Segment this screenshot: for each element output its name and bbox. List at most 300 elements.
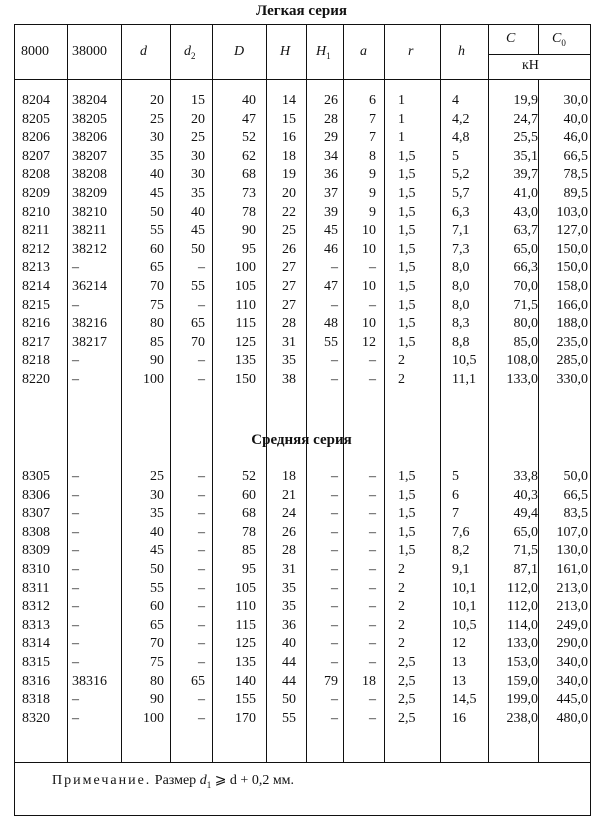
cell-d: 90 — [150, 692, 164, 708]
cell-d: 80 — [150, 673, 164, 689]
cell-d: 20 — [150, 93, 164, 108]
cell-s38000: 38217 — [72, 334, 107, 350]
cell-d2: – — [198, 297, 205, 313]
table-row — [0, 278, 603, 296]
cell-d: 65 — [150, 260, 164, 276]
cell-r: 2 — [398, 372, 405, 387]
cell-s8000: 8205 — [22, 111, 50, 127]
cell-H1: 34 — [324, 148, 338, 164]
cell-D: 47 — [242, 111, 256, 127]
cell-C0: 150,0 — [556, 260, 588, 276]
cell-d2: 45 — [191, 223, 205, 239]
cell-s38000: 38210 — [72, 204, 107, 220]
cell-d2: 40 — [191, 204, 205, 220]
footnote-sub: 1 — [206, 779, 212, 790]
table-row — [0, 654, 603, 672]
cell-h: 13 — [452, 673, 466, 689]
cell-C: 133,0 — [506, 372, 538, 387]
cell-s8000: 8305 — [22, 469, 50, 484]
cell-C: 24,7 — [513, 111, 538, 127]
header-d: d — [140, 44, 147, 59]
cell-d: 50 — [150, 562, 164, 577]
cell-H: 22 — [282, 204, 296, 220]
cell-H: 31 — [282, 334, 296, 350]
cell-s38000: – — [72, 260, 79, 276]
cell-a: – — [369, 506, 376, 522]
cell-r: 1,5 — [398, 524, 416, 540]
table-row — [0, 468, 603, 486]
table-row — [0, 204, 603, 222]
cell-s38000: – — [72, 599, 79, 615]
cell-C: 153,0 — [506, 655, 538, 670]
cell-C: 40,3 — [513, 487, 538, 503]
cell-d2: – — [198, 524, 205, 540]
header-H1: $H_1$ — [316, 44, 331, 61]
cell-D: 115 — [235, 316, 256, 332]
cell-r: 2 — [398, 599, 405, 615]
cell-h: 7 — [452, 506, 459, 522]
cell-r: 1,5 — [398, 469, 416, 484]
cell-h: 6,3 — [452, 204, 470, 220]
cell-a: – — [369, 543, 376, 559]
cell-C0: 188,0 — [556, 316, 588, 332]
cell-D: 135 — [235, 655, 256, 670]
cell-H: 26 — [282, 524, 296, 540]
col-rule-11-top — [538, 24, 539, 55]
cell-d2: 55 — [191, 279, 205, 294]
cell-d2: 15 — [191, 93, 205, 108]
cell-C: 65,0 — [513, 241, 538, 257]
cell-D: 78 — [242, 204, 256, 220]
cell-a: 9 — [369, 204, 376, 220]
cell-d2: 30 — [191, 148, 205, 164]
footnote-text-after: ⩾ d + 0,2 мм. — [211, 773, 295, 788]
cell-C: 35,1 — [513, 148, 538, 164]
table-row — [0, 185, 603, 203]
cell-r: 2,5 — [398, 710, 416, 726]
cell-d: 35 — [150, 148, 164, 164]
cell-d2: – — [198, 655, 205, 670]
cell-H: 40 — [282, 636, 296, 652]
table-row — [0, 673, 603, 691]
cell-H1: – — [331, 506, 338, 522]
cell-D: 40 — [242, 93, 256, 108]
table-row — [0, 166, 603, 184]
cell-s8000: 8215 — [22, 297, 50, 313]
cell-d2: – — [198, 562, 205, 577]
cell-d: 60 — [150, 599, 164, 615]
cell-H: 28 — [282, 316, 296, 332]
cell-D: 95 — [242, 562, 256, 577]
cell-C0: 150,0 — [556, 241, 588, 257]
cell-h: 7,1 — [452, 223, 470, 239]
cell-d: 90 — [150, 353, 164, 369]
cell-r: 1,5 — [398, 148, 416, 164]
cell-s8000: 8211 — [22, 223, 50, 239]
cell-C0: 249,0 — [556, 617, 588, 633]
cell-a: 10 — [362, 241, 376, 257]
cell-h: 8,2 — [452, 543, 470, 559]
cell-H1: – — [331, 543, 338, 559]
cell-C0: 480,0 — [556, 710, 588, 726]
cell-h: 4,2 — [452, 111, 470, 127]
cell-r: 1,5 — [398, 297, 416, 313]
cell-C: 25,5 — [513, 130, 538, 146]
cell-a: 7 — [369, 130, 376, 146]
cell-d: 70 — [150, 279, 164, 294]
cell-d: 25 — [150, 469, 164, 484]
cell-C0: 83,5 — [563, 506, 588, 522]
cell-C0: 103,0 — [556, 204, 588, 220]
cell-H: 18 — [282, 469, 296, 484]
cell-a: – — [369, 297, 376, 313]
cell-H: 31 — [282, 562, 296, 577]
cell-h: 14,5 — [452, 692, 477, 708]
footnote-var: d — [199, 773, 207, 788]
cell-H: 15 — [282, 111, 296, 127]
cell-H1: 79 — [324, 673, 338, 689]
cell-d: 65 — [150, 617, 164, 633]
cell-h: 7,6 — [452, 524, 470, 540]
cell-H1: – — [331, 636, 338, 652]
cell-h: 16 — [452, 710, 466, 726]
cell-H1: 46 — [324, 241, 338, 257]
cell-H: 35 — [282, 580, 296, 596]
cell-H1: – — [331, 562, 338, 577]
cell-H: 24 — [282, 506, 296, 522]
cell-D: 78 — [242, 524, 256, 540]
cell-a: – — [369, 580, 376, 596]
cell-s8000: 8316 — [22, 673, 50, 689]
cell-r: 2,5 — [398, 673, 416, 689]
cell-h: 10,1 — [452, 580, 477, 596]
cell-a: – — [369, 655, 376, 670]
cell-d2: – — [198, 543, 205, 559]
table-row — [0, 297, 603, 315]
cell-r: 1,5 — [398, 204, 416, 220]
cell-h: 5 — [452, 148, 459, 164]
header-unit: кН — [522, 58, 539, 73]
cell-r: 1,5 — [398, 260, 416, 276]
cell-H1: – — [331, 617, 338, 633]
cell-H: 21 — [282, 487, 296, 503]
cell-D: 110 — [235, 599, 256, 615]
table-row — [0, 129, 603, 147]
header-C0: $C_0$ — [552, 31, 566, 48]
cell-d: 100 — [143, 372, 164, 387]
cell-H1: – — [331, 260, 338, 276]
cell-H: 19 — [282, 167, 296, 183]
cell-s8000: 8313 — [22, 617, 50, 633]
cell-s8000: 8312 — [22, 599, 50, 615]
cell-s38000: 38316 — [72, 673, 107, 689]
cell-h: 8,3 — [452, 316, 470, 332]
header-H: H — [280, 44, 291, 59]
cell-s38000: 38206 — [72, 130, 107, 146]
table-row — [0, 352, 603, 370]
cell-C0: 46,0 — [563, 130, 588, 146]
cell-C0: 213,0 — [556, 599, 588, 615]
cell-s8000: 8315 — [22, 655, 50, 670]
cell-h: 5 — [452, 469, 459, 484]
cell-d2: – — [198, 487, 205, 503]
cell-D: 125 — [235, 334, 256, 350]
cell-d2: – — [198, 636, 205, 652]
cell-r: 2,5 — [398, 655, 416, 670]
cell-r: 1,5 — [398, 506, 416, 522]
cell-d: 45 — [150, 543, 164, 559]
header-a: a — [360, 44, 367, 59]
cell-D: 135 — [235, 353, 256, 369]
cell-s38000: – — [72, 353, 79, 369]
cell-r: 1 — [398, 130, 405, 146]
cell-s8000: 8216 — [22, 316, 50, 332]
cell-s38000: – — [72, 617, 79, 633]
table-row — [0, 148, 603, 166]
cell-C: 199,0 — [506, 692, 538, 708]
cell-s8000: 8311 — [22, 580, 50, 596]
table-row — [0, 222, 603, 240]
cell-H1: – — [331, 655, 338, 670]
cell-h: 8,0 — [452, 279, 470, 294]
cell-s8000: 8314 — [22, 636, 50, 652]
cell-H1: 37 — [324, 186, 338, 201]
cell-s8000: 8310 — [22, 562, 50, 577]
cell-C: 71,5 — [513, 543, 538, 559]
cell-r: 2 — [398, 636, 405, 652]
cell-s38000: – — [72, 372, 79, 387]
cell-C0: 78,5 — [563, 167, 588, 183]
cell-C: 65,0 — [513, 524, 538, 540]
cell-d: 85 — [150, 334, 164, 350]
cell-s8000: 8308 — [22, 524, 50, 540]
cell-C0: 127,0 — [556, 223, 588, 239]
header-r: r — [408, 44, 414, 59]
cell-d2: 70 — [191, 334, 205, 350]
cell-d: 100 — [143, 710, 164, 726]
cell-a: – — [369, 487, 376, 503]
cell-H: 27 — [282, 297, 296, 313]
table-row — [0, 92, 603, 110]
cell-h: 8,0 — [452, 297, 470, 313]
cell-D: 125 — [235, 636, 256, 652]
cell-d: 75 — [150, 655, 164, 670]
cell-H1: 55 — [324, 334, 338, 350]
cell-H1: – — [331, 469, 338, 484]
cell-a: 18 — [362, 673, 376, 689]
cell-D: 68 — [242, 167, 256, 183]
cell-r: 2 — [398, 562, 405, 577]
cell-D: 170 — [235, 710, 256, 726]
cell-h: 5,2 — [452, 167, 470, 183]
cell-H1: – — [331, 692, 338, 708]
cell-H1: 26 — [324, 93, 338, 108]
cell-s38000: 38212 — [72, 241, 107, 257]
cell-h: 10,5 — [452, 617, 477, 633]
cell-D: 105 — [235, 279, 256, 294]
table-row — [0, 617, 603, 635]
cell-s38000: – — [72, 655, 79, 670]
cell-s38000: – — [72, 636, 79, 652]
cell-D: 73 — [242, 186, 256, 201]
cell-s8000: 8214 — [22, 279, 50, 294]
cell-s38000: – — [72, 487, 79, 503]
cell-d2: – — [198, 710, 205, 726]
cell-h: 8,8 — [452, 334, 470, 350]
cell-s38000: – — [72, 524, 79, 540]
cell-C0: 50,0 — [563, 469, 588, 484]
cell-D: 68 — [242, 506, 256, 522]
cell-H1: – — [331, 710, 338, 726]
cell-H: 27 — [282, 260, 296, 276]
cell-s38000: 38211 — [72, 223, 107, 239]
cell-d2: – — [198, 260, 205, 276]
cell-r: 1,5 — [398, 316, 416, 332]
header-38000: 38000 — [72, 44, 107, 59]
cell-C: 33,8 — [513, 469, 538, 484]
cell-C: 66,3 — [513, 260, 538, 276]
cell-r: 2,5 — [398, 692, 416, 708]
cell-s38000: 38208 — [72, 167, 107, 183]
cell-s38000: 38205 — [72, 111, 107, 127]
cell-d2: 65 — [191, 316, 205, 332]
cell-d2: 65 — [191, 673, 205, 689]
cell-s38000: 38207 — [72, 148, 107, 164]
cell-h: 8,0 — [452, 260, 470, 276]
cell-s38000: 38209 — [72, 186, 107, 201]
note-separator-rule — [14, 762, 591, 763]
table-row — [0, 315, 603, 333]
cell-D: 150 — [235, 372, 256, 387]
cell-d2: – — [198, 506, 205, 522]
cell-a: 10 — [362, 279, 376, 294]
header-d2: $d_2$ — [184, 44, 196, 61]
cell-a: – — [369, 353, 376, 369]
cell-s8000: 8208 — [22, 167, 50, 183]
table-row — [0, 371, 603, 389]
cell-C0: 161,0 — [556, 562, 588, 577]
cell-C: 238,0 — [506, 710, 538, 726]
cell-C0: 235,0 — [556, 334, 588, 350]
cell-C: 43,0 — [513, 204, 538, 220]
cell-H1: 45 — [324, 223, 338, 239]
footnote — [52, 772, 294, 790]
cell-a: 9 — [369, 167, 376, 183]
cell-D: 155 — [235, 692, 256, 708]
cell-s38000: – — [72, 710, 79, 726]
cell-a: – — [369, 524, 376, 540]
cell-H: 44 — [282, 673, 296, 689]
cell-C: 108,0 — [506, 353, 538, 369]
cell-s8000: 8212 — [22, 241, 50, 257]
cell-r: 1 — [398, 93, 405, 108]
cell-D: 105 — [235, 580, 256, 596]
cell-r: 1 — [398, 111, 405, 127]
cell-a: – — [369, 636, 376, 652]
cell-C: 41,0 — [513, 186, 538, 201]
cell-s8000: 8217 — [22, 334, 50, 350]
cell-H1: 36 — [324, 167, 338, 183]
cell-h: 5,7 — [452, 186, 470, 201]
table-row — [0, 241, 603, 259]
cell-H: 16 — [282, 130, 296, 146]
cell-a: – — [369, 372, 376, 387]
cell-a: 9 — [369, 186, 376, 201]
cell-d2: 20 — [191, 111, 205, 127]
cell-H: 38 — [282, 372, 296, 387]
cell-D: 95 — [242, 241, 256, 257]
cell-C: 19,9 — [513, 93, 538, 108]
cell-C: 112,0 — [507, 599, 538, 615]
cell-d2: – — [198, 469, 205, 484]
cell-H1: – — [331, 487, 338, 503]
cell-s38000: 36214 — [72, 279, 107, 294]
cell-C0: 66,5 — [563, 148, 588, 164]
cell-a: – — [369, 260, 376, 276]
cell-h: 13 — [452, 655, 466, 670]
cell-C: 49,4 — [513, 506, 538, 522]
cell-H: 55 — [282, 710, 296, 726]
cell-d: 50 — [150, 204, 164, 220]
cell-C: 39,7 — [513, 167, 538, 183]
cell-s8000: 8320 — [22, 710, 50, 726]
cell-d: 30 — [150, 487, 164, 503]
cell-d: 55 — [150, 223, 164, 239]
cell-s8000: 8306 — [22, 487, 50, 503]
cell-r: 2 — [398, 580, 405, 596]
cell-s8000: 8209 — [22, 186, 50, 201]
cell-C: 63,7 — [513, 223, 538, 239]
cell-s8000: 8309 — [22, 543, 50, 559]
cell-s8000: 8206 — [22, 130, 50, 146]
cell-H1: – — [331, 372, 338, 387]
cell-C0: 340,0 — [556, 673, 588, 689]
cell-d: 40 — [150, 167, 164, 183]
cell-H: 50 — [282, 692, 296, 708]
table-row — [0, 710, 603, 728]
cell-s38000: – — [72, 506, 79, 522]
cell-a: 10 — [362, 316, 376, 332]
cell-C: 112,0 — [507, 580, 538, 596]
light-series-title: Легкая серия — [256, 3, 347, 19]
cell-H: 35 — [282, 599, 296, 615]
cell-d: 30 — [150, 130, 164, 146]
cell-d: 75 — [150, 297, 164, 313]
cell-d: 40 — [150, 524, 164, 540]
table-row — [0, 580, 603, 598]
cell-r: 1,5 — [398, 543, 416, 559]
cell-s38000: – — [72, 297, 79, 313]
header-bottom-rule — [14, 79, 591, 80]
cell-r: 1,5 — [398, 487, 416, 503]
cell-h: 9,1 — [452, 562, 470, 577]
cell-H1: – — [331, 580, 338, 596]
cell-D: 52 — [242, 130, 256, 146]
cell-H1: 39 — [324, 204, 338, 220]
cell-h: 11,1 — [452, 372, 476, 387]
cell-H1: 47 — [324, 279, 338, 294]
cell-H: 44 — [282, 655, 296, 670]
table-row — [0, 487, 603, 505]
cell-s38000: – — [72, 562, 79, 577]
cell-C0: 213,0 — [556, 580, 588, 596]
cell-H: 36 — [282, 617, 296, 633]
medium-series-title: Средняя серия — [251, 432, 352, 448]
cell-d2: – — [198, 580, 205, 596]
cell-d2: 35 — [191, 186, 205, 201]
cell-s8000: 8218 — [22, 353, 50, 369]
cell-r: 1,5 — [398, 279, 416, 294]
